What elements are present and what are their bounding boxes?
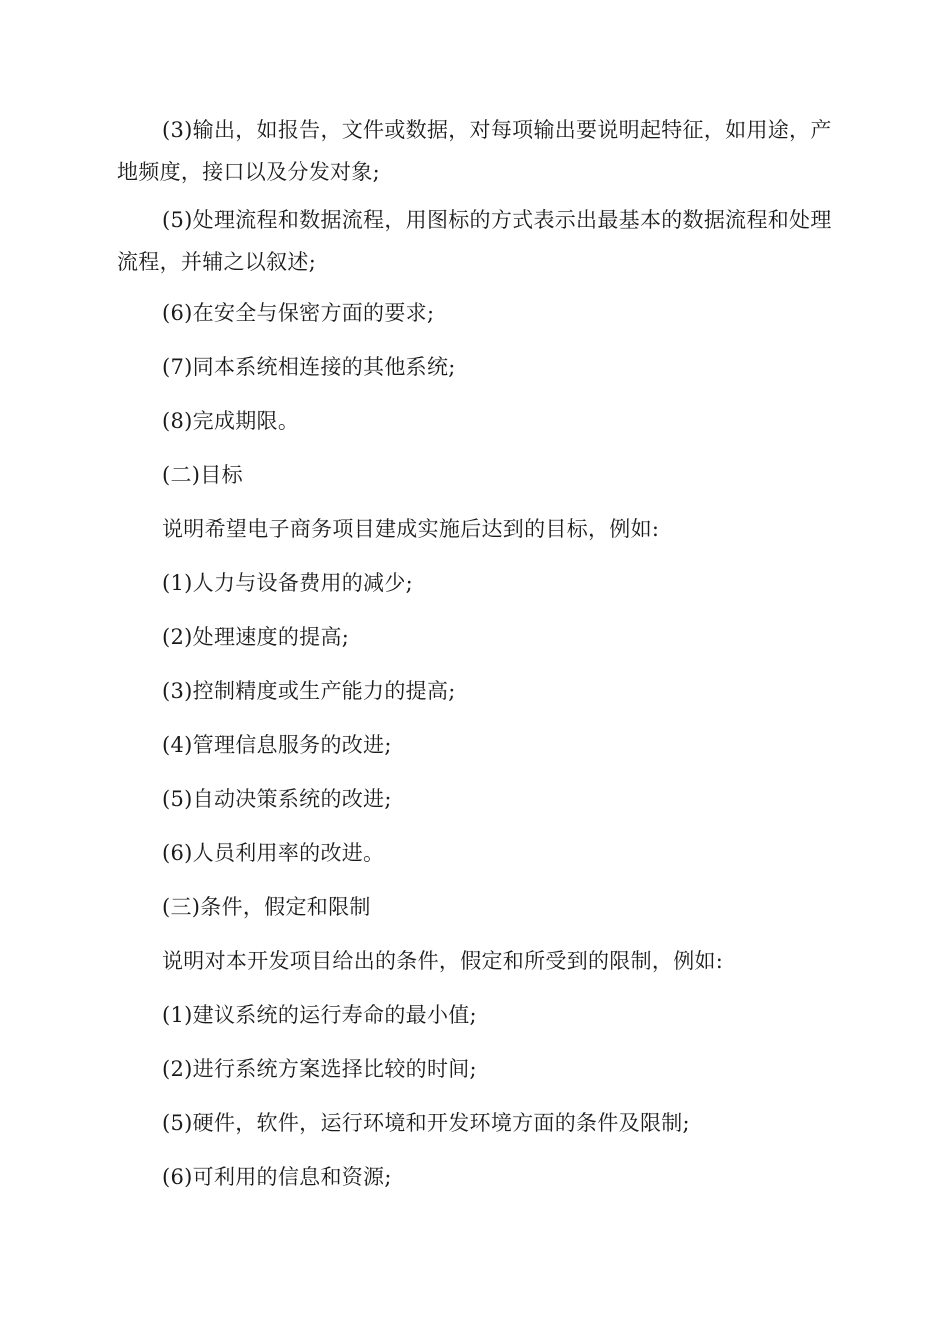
paragraph-process-flow: (5)处理流程和数据流程，用图标的方式表示出最基本的数据流程和处理流程，并辅之以叙述; <box>117 208 832 274</box>
paragraph-output-requirements: (3)输出，如报告，文件或数据，对每项输出要说明起特征，如用途，产地频度，接口以及分发对象; <box>117 118 832 184</box>
section-heading-conditions: (三)条件，假定和限制 <box>162 895 371 919</box>
list-item-goal-4: (4)管理信息服务的改进; <box>162 733 392 757</box>
list-item-goal-2: (2)处理速度的提高; <box>162 625 350 649</box>
paragraph-connected-systems: (7)同本系统相连接的其他系统; <box>162 355 456 379</box>
list-item-goal-3: (3)控制精度或生产能力的提高; <box>162 679 456 703</box>
list-item-goal-6: (6)人员利用率的改进。 <box>162 841 385 865</box>
paragraph-security: (6)在安全与保密方面的要求; <box>162 301 435 325</box>
list-item-goal-1: (1)人力与设备费用的减少; <box>162 571 414 595</box>
paragraph-goals-intro: 说明希望电子商务项目建成实施后达到的目标，例如: <box>162 517 660 541</box>
paragraph-deadline: (8)完成期限。 <box>162 409 300 433</box>
list-item-condition-5: (5)硬件，软件，运行环境和开发环境方面的条件及限制; <box>162 1111 690 1135</box>
list-item-goal-5: (5)自动决策系统的改进; <box>162 787 392 811</box>
list-item-condition-1: (1)建议系统的运行寿命的最小值; <box>162 1003 477 1027</box>
list-item-condition-6: (6)可利用的信息和资源; <box>162 1165 392 1189</box>
paragraph-conditions-intro: 说明对本开发项目给出的条件，假定和所受到的限制，例如: <box>162 949 724 973</box>
list-item-condition-2: (2)进行系统方案选择比较的时间; <box>162 1057 477 1081</box>
section-heading-goals: (二)目标 <box>162 463 243 487</box>
